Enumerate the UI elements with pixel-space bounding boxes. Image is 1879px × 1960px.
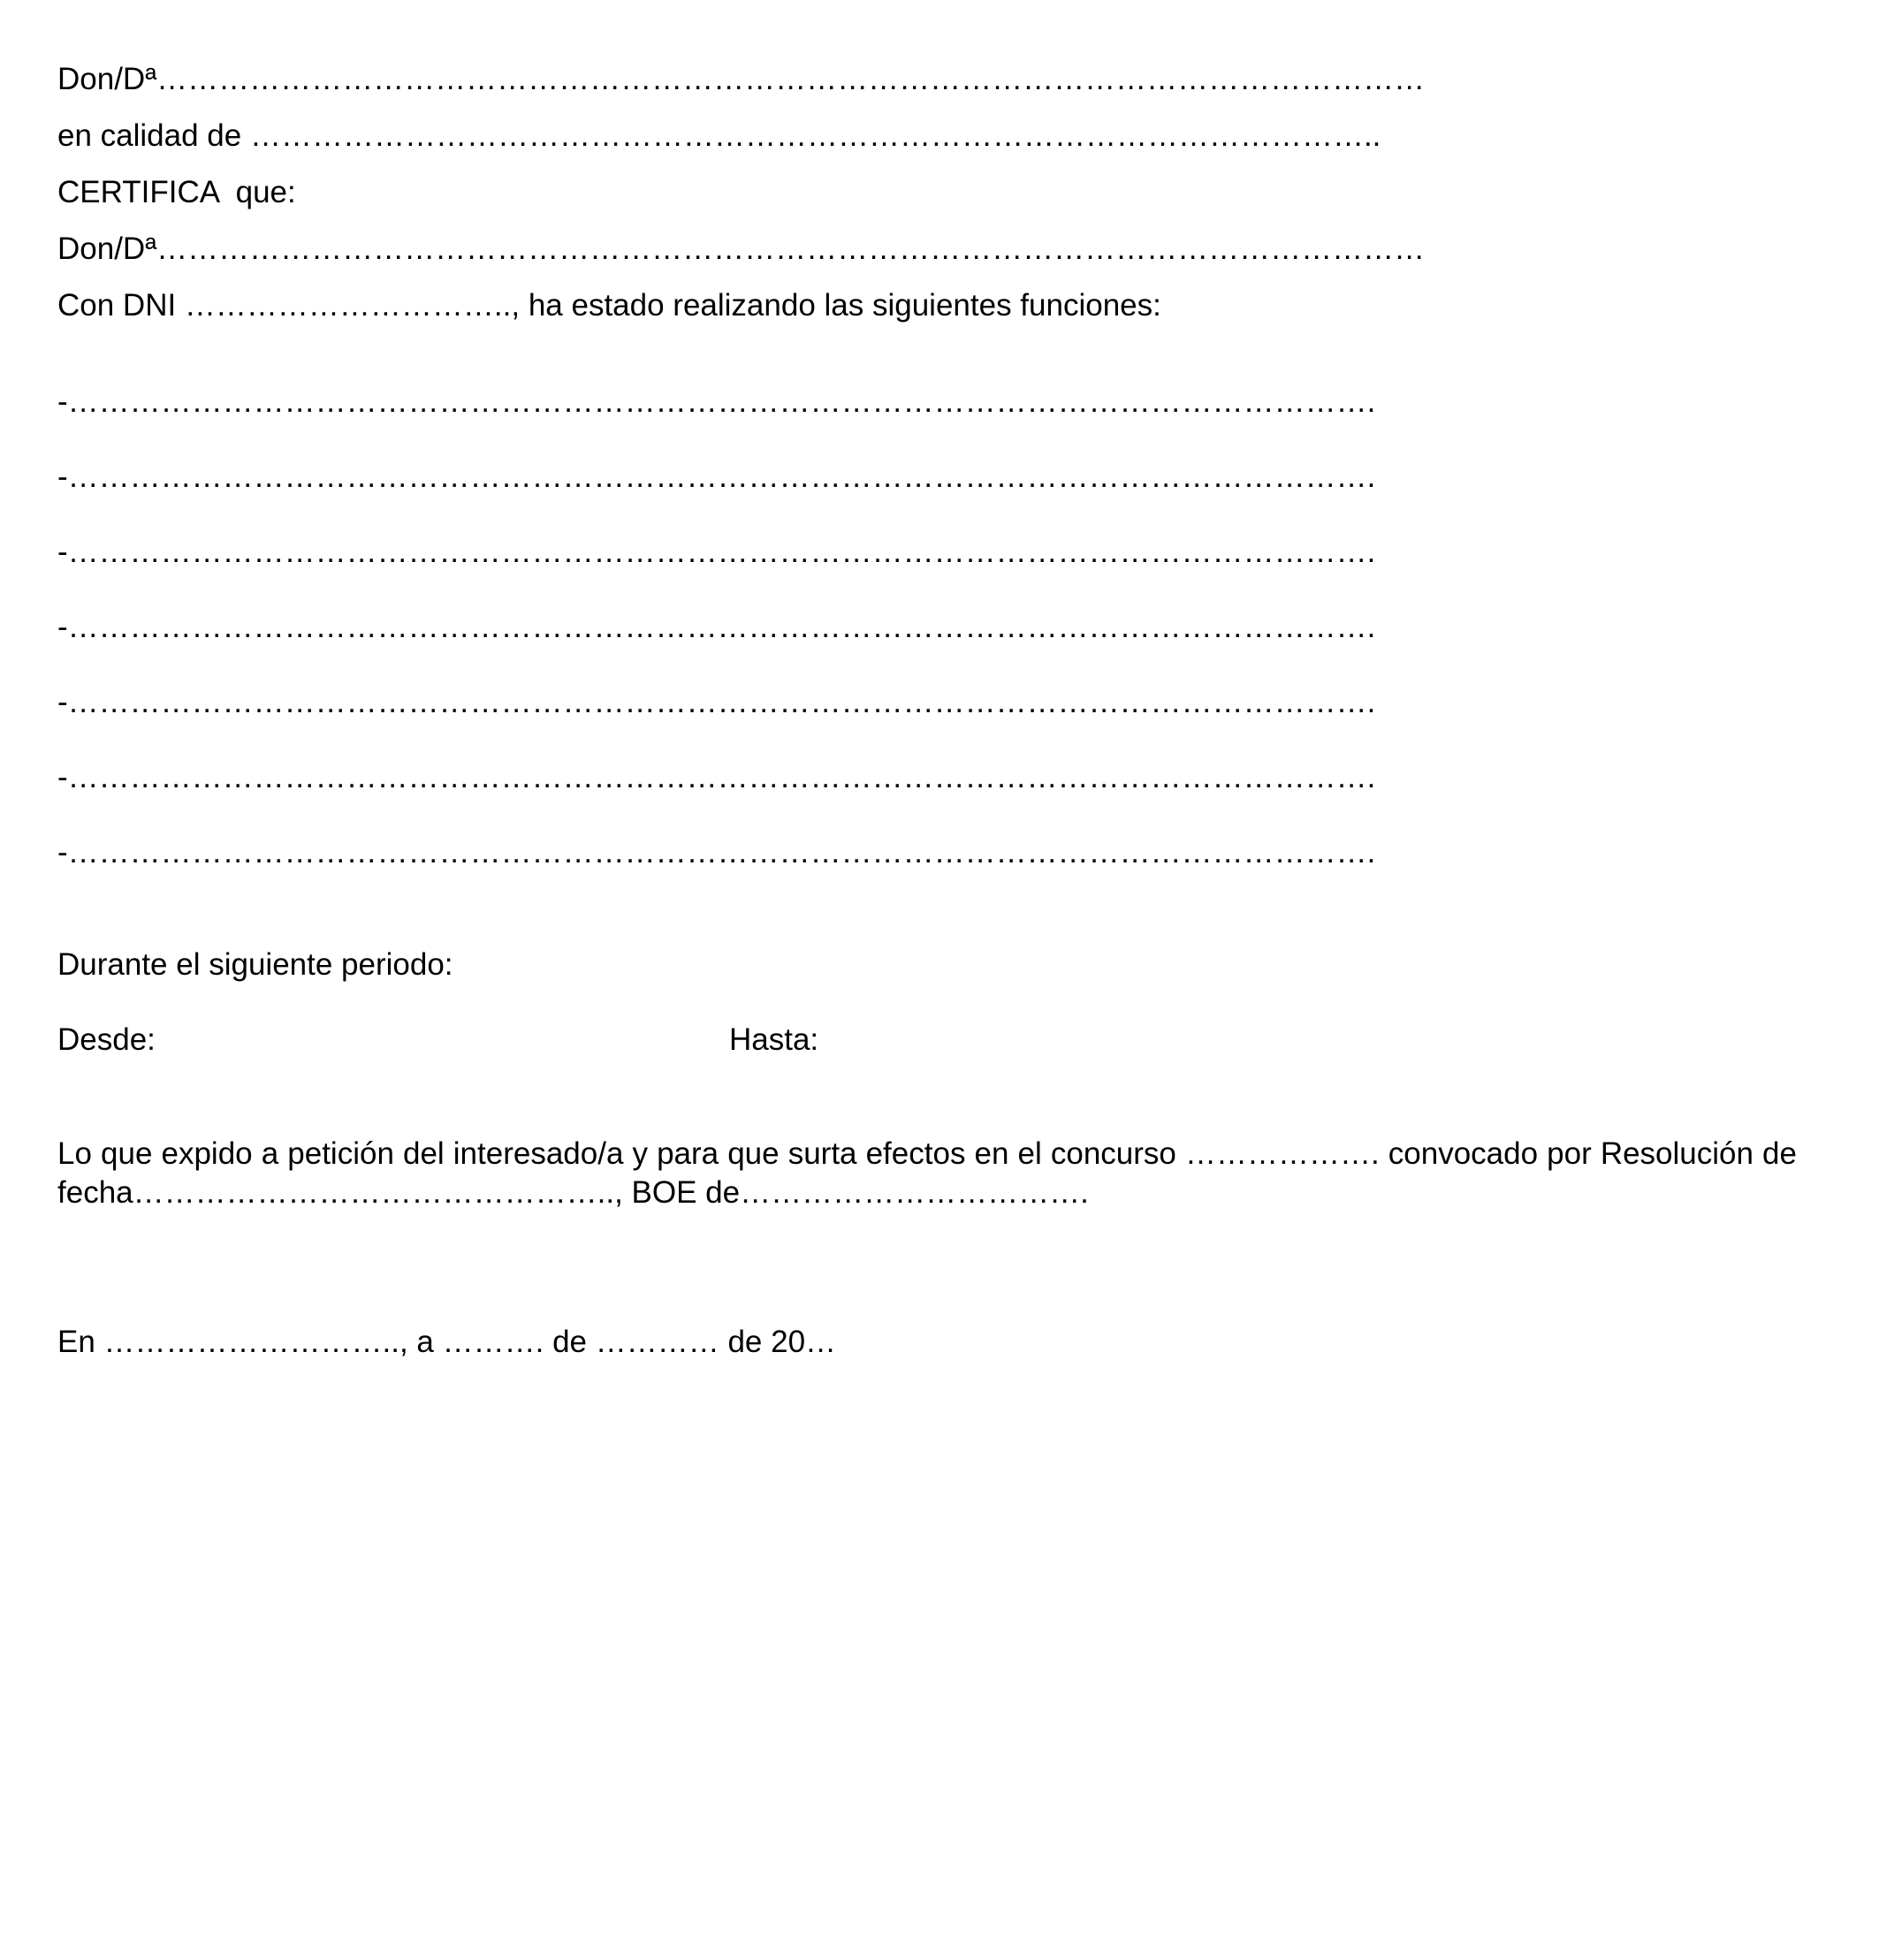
function-line-4: -………………………………………………………………………………………………………………. (57, 610, 1376, 644)
function-line-7: -………………………………………………………………………………………………………………. (57, 835, 1376, 870)
closing-paragraph: Lo que expido a petición del interesado/a y para que surta efectos en el concurso ………………. convocado por Resolución de fecha……………………………………….., BOE de……………………………. (57, 1136, 1797, 1210)
to-label: Hasta: (729, 1022, 819, 1057)
function-line-5: -………………………………………………………………………………………………………………. (57, 685, 1376, 719)
subject-line: Don/Dª…………………………………………………………………………………………………………… (57, 232, 1426, 266)
signer-line: Don/Dª…………………………………………………………………………………………………………… (57, 62, 1426, 96)
function-line-2: -………………………………………………………………………………………………………………. (57, 460, 1376, 494)
place-date-line: En ……………………….., a ………. de ………… de 20… (57, 1325, 837, 1359)
period-intro: Durante el siguiente periodo: (57, 947, 453, 982)
from-label: Desde: (57, 1022, 156, 1057)
function-line-1: -………………………………………………………………………………………………………………. (57, 384, 1376, 419)
period-row (57, 1021, 1797, 1060)
dni-line: Con DNI ………………………….., ha estado realizando las siguientes funciones: (57, 288, 1161, 323)
function-line-6: -………………………………………………………………………………………………………………. (57, 760, 1376, 794)
role-line: en calidad de ……………………………………………………………………………………………….. (57, 118, 1381, 153)
function-line-3: -………………………………………………………………………………………………………………. (57, 535, 1376, 569)
certifies-heading: CERTIFICA que: (57, 175, 296, 209)
